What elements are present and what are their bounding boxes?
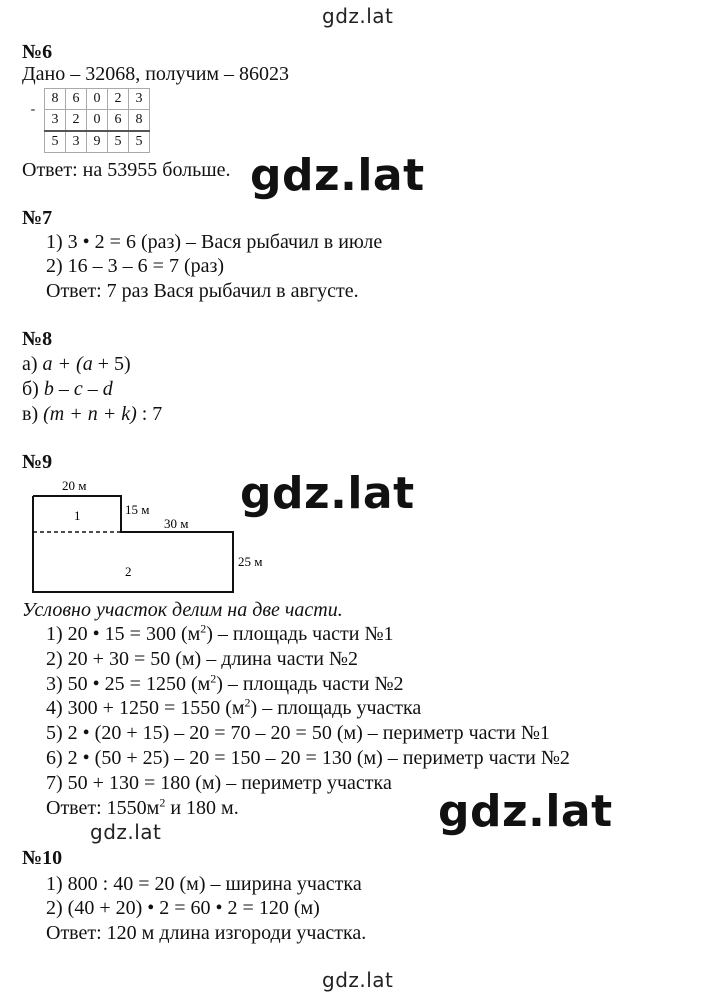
- digit-cell: 3: [129, 89, 150, 110]
- digit-cell: 6: [66, 89, 87, 110]
- label-15m: 15 м: [125, 502, 150, 517]
- task9-line-1: 1) 20 • 15 = 300 $(м^2)$ – площадь части №1: [46, 621, 394, 645]
- task10-line-2: 2) (40 + 20) • 2 = 60 • 2 = 120 (м): [46, 897, 320, 919]
- task8-b: б) b – c – d: [22, 378, 113, 400]
- digit-cell: 6: [108, 110, 129, 132]
- task9-line-6: 6) 2 • (50 + 25) – 20 = 150 – 20 = 130 (м) – периметр части №2: [46, 747, 570, 769]
- subtraction-table: [22, 88, 150, 153]
- digit-cell: 3: [66, 131, 87, 153]
- task8-c: в) (m + n + k) : 7: [22, 403, 163, 425]
- part-1-label: 1: [74, 508, 81, 523]
- digit-cell: 5: [45, 131, 66, 153]
- task10-line-1: 1) 800 : 40 = 20 (м) – ширина участка: [46, 873, 362, 895]
- task7-line-2: 2) 16 – 3 – 6 = 7 (раз): [46, 255, 225, 277]
- task9-intro: Условно участок делим на две части.: [22, 599, 343, 621]
- digit-cell: 0: [87, 89, 108, 110]
- part-2-label: 2: [125, 564, 132, 579]
- task9-line-5: 5) 2 • (20 + 15) – 20 = 70 – 20 = 50 (м) – периметр части №1: [46, 722, 550, 744]
- digit-cell: 3: [45, 110, 66, 132]
- task7-line-1: 1) 3 • 2 = 6 (раз) – Вася рыбачил в июле: [46, 231, 383, 253]
- digit-cell: 8: [129, 110, 150, 132]
- watermark-big-3: gdz.lat: [438, 786, 613, 837]
- minus-sign: -: [30, 101, 36, 117]
- task6-header: №6: [22, 41, 53, 63]
- label-20m: 20 м: [62, 478, 87, 493]
- digit-cell: 5: [108, 131, 129, 153]
- task9-line-3: 3) 50 • 25 = 1250 $(м^2)$ – площадь части №2: [46, 671, 404, 695]
- watermark-bottom: gdz.lat: [322, 968, 394, 992]
- task10-header: №10: [22, 847, 63, 869]
- label-30m: 30 м: [164, 516, 189, 531]
- task6-answer: Ответ: на 53955 больше.: [22, 159, 231, 181]
- task9-line-2: 2) 20 + 30 = 50 (м) – длина части №2: [46, 648, 358, 670]
- plot-diagram: [22, 476, 282, 596]
- task7-answer: Ответ: 7 раз Вася рыбачил в августе.: [46, 280, 359, 302]
- digit-cell: 2: [108, 89, 129, 110]
- task8-a: а) a + (a + 5): [22, 353, 131, 375]
- task9-line-4: 4) 300 + 1250 = 1550 $(м^2)$ – площадь участка: [46, 695, 422, 719]
- label-25m: 25 м: [238, 554, 263, 569]
- watermark-small-mid: gdz.lat: [90, 820, 162, 844]
- digit-cell: 8: [45, 89, 66, 110]
- task9-header: №9: [22, 451, 53, 473]
- watermark-top: gdz.lat: [322, 4, 394, 28]
- watermark-big-1: gdz.lat: [250, 150, 425, 201]
- task9-line-7: 7) 50 + 130 = 180 (м) – периметр участка: [46, 772, 392, 794]
- task7-header: №7: [22, 207, 53, 229]
- watermark-big-2: gdz.lat: [240, 468, 415, 519]
- digit-cell: 2: [66, 110, 87, 132]
- task10-answer: Ответ: 120 м длина изгороди участка.: [46, 922, 367, 944]
- task8-header: №8: [22, 328, 53, 350]
- digit-cell: 5: [129, 131, 150, 153]
- task6-given: Дано – 32068, получим – 86023: [22, 63, 290, 85]
- digit-cell: 0: [87, 110, 108, 132]
- digit-cell: 9: [87, 131, 108, 153]
- task9-answer: Ответ: $1550м^2$ и 180 м.: [46, 795, 239, 819]
